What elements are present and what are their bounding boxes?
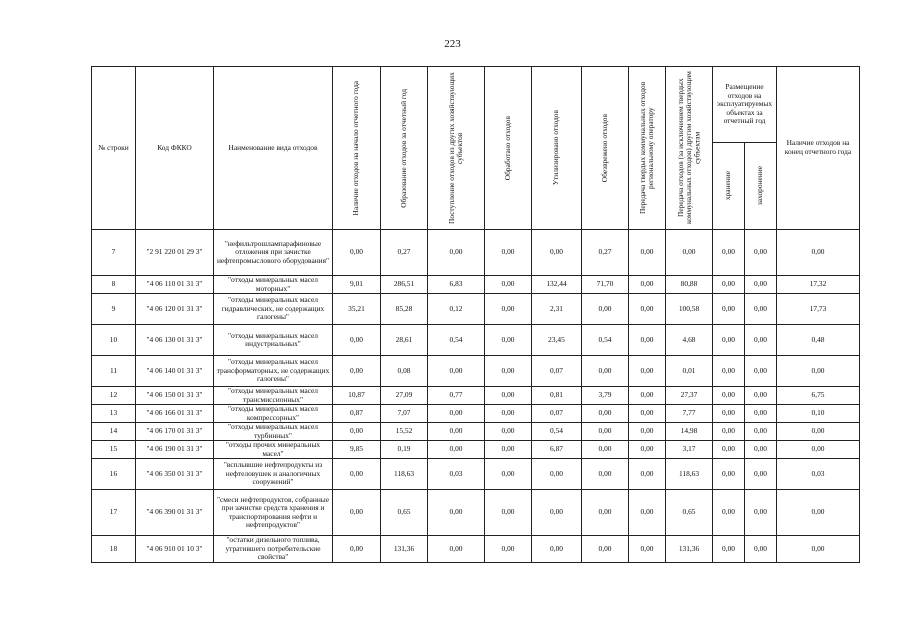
fkko-code-cell: "4 06 120 01 31 3" (136, 294, 214, 325)
header-start-balance: Наличие отходов на начало отчетного года (333, 67, 381, 230)
header-processed: Обработано отходов (485, 67, 532, 230)
table-row (92, 405, 860, 423)
header-placement: Размещение отходов на эксплуатируемых объектах за отчетный год (713, 67, 777, 143)
waste-name-cell: "всплывшие нефтепродукты из нефтеловушек и аналогичных сооружений" (214, 459, 333, 490)
fkko-code-cell: "4 06 150 01 31 3" (136, 387, 214, 405)
value-cell: 0,00 (713, 325, 745, 356)
row-number-cell: 16 (92, 459, 136, 490)
value-cell: 0,00 (629, 423, 666, 441)
value-cell: 0,00 (777, 230, 860, 276)
value-cell: 0,00 (532, 490, 582, 536)
value-cell: 0,00 (713, 441, 745, 459)
waste-name-cell: "отходы минеральных масел компрессорных" (214, 405, 333, 423)
value-cell: 100,58 (666, 294, 713, 325)
value-cell: 0,00 (745, 356, 777, 387)
value-cell: 0,00 (629, 405, 666, 423)
table-row (92, 490, 860, 536)
waste-name-cell: "смеси нефтепродуктов, собранные при зачистке средств хранения и транспортирования нефти и нефтепродуктов" (214, 490, 333, 536)
row-number-cell: 9 (92, 294, 136, 325)
value-cell: 0,00 (777, 356, 860, 387)
row-number-cell: 15 (92, 441, 136, 459)
value-cell: 0,00 (333, 230, 381, 276)
value-cell: 0,00 (666, 230, 713, 276)
fkko-code-cell: "4 06 130 01 31 3" (136, 325, 214, 356)
value-cell: 132,44 (532, 276, 582, 294)
value-cell: 0,00 (485, 536, 532, 563)
value-cell: 6,87 (532, 441, 582, 459)
value-cell: 0,00 (629, 459, 666, 490)
value-cell: 0,00 (629, 490, 666, 536)
row-number-cell: 11 (92, 356, 136, 387)
value-cell: 17,32 (777, 276, 860, 294)
value-cell: 0,65 (381, 490, 428, 536)
value-cell: 3,17 (666, 441, 713, 459)
value-cell: 0,00 (428, 423, 485, 441)
value-cell: 0,00 (582, 356, 629, 387)
value-cell: 0,00 (745, 441, 777, 459)
value-cell: 7,07 (381, 405, 428, 423)
value-cell: 0,00 (629, 536, 666, 563)
value-cell: 15,52 (381, 423, 428, 441)
value-cell: 0,00 (777, 536, 860, 563)
value-cell: 0,00 (629, 387, 666, 405)
value-cell: 0,00 (713, 276, 745, 294)
row-number-cell: 8 (92, 276, 136, 294)
waste-name-cell: "отходы минеральных масел турбинных" (214, 423, 333, 441)
header-to-regional-operator: Передача твердых коммунальных отходов региональному оператору (629, 67, 666, 230)
waste-name-cell: "отходы минеральных масел моторных" (214, 276, 333, 294)
value-cell: 0,81 (532, 387, 582, 405)
fkko-code-cell: "4 06 350 01 31 3" (136, 459, 214, 490)
header-row-no: № строки (92, 67, 136, 230)
value-cell: 0,00 (582, 294, 629, 325)
value-cell: 0,08 (381, 356, 428, 387)
value-cell: 0,03 (428, 459, 485, 490)
value-cell: 0,00 (333, 325, 381, 356)
row-number-cell: 14 (92, 423, 136, 441)
fkko-code-cell: "4 06 166 01 31 3" (136, 405, 214, 423)
fkko-code-cell: "2 91 220 01 29 3" (136, 230, 214, 276)
header-fkko: Код ФККО (136, 67, 214, 230)
value-cell: 0,00 (713, 490, 745, 536)
value-cell: 0,07 (532, 356, 582, 387)
value-cell: 0,00 (745, 294, 777, 325)
table-body (92, 230, 860, 563)
page-number: 223 (444, 38, 461, 50)
value-cell: 0,00 (713, 387, 745, 405)
value-cell: 17,73 (777, 294, 860, 325)
value-cell: 0,00 (485, 387, 532, 405)
value-cell: 27,09 (381, 387, 428, 405)
value-cell: 0,00 (745, 536, 777, 563)
value-cell: 4,68 (666, 325, 713, 356)
header-storage: хранение (713, 143, 745, 230)
row-number-cell: 13 (92, 405, 136, 423)
value-cell: 14,98 (666, 423, 713, 441)
value-cell: 0,27 (381, 230, 428, 276)
table-row (92, 387, 860, 405)
value-cell: 0,00 (485, 276, 532, 294)
table-row (92, 441, 860, 459)
value-cell: 0,00 (629, 325, 666, 356)
header-to-others: Передача отходов (за исключением твердых коммунальных отходов) другим хозяйствующим субъектам (666, 67, 713, 230)
fkko-code-cell: "4 06 390 01 31 3" (136, 490, 214, 536)
value-cell: 0,54 (428, 325, 485, 356)
value-cell: 0,10 (777, 405, 860, 423)
fkko-code-cell: "4 06 170 01 31 3" (136, 423, 214, 441)
value-cell: 0,00 (428, 230, 485, 276)
value-cell: 0,00 (532, 459, 582, 490)
value-cell: 0,00 (582, 423, 629, 441)
table-row (92, 356, 860, 387)
waste-name-cell: "отходы минеральных масел индустриальных" (214, 325, 333, 356)
value-cell: 0,00 (485, 441, 532, 459)
fkko-code-cell: "4 06 910 01 10 3" (136, 536, 214, 563)
value-cell: 80,88 (666, 276, 713, 294)
value-cell: 0,00 (713, 294, 745, 325)
header-name: Наименование вида отходов (214, 67, 333, 230)
value-cell: 0,00 (582, 405, 629, 423)
row-number-cell: 7 (92, 230, 136, 276)
value-cell: 0,00 (629, 230, 666, 276)
value-cell: 0,00 (629, 294, 666, 325)
value-cell: 0,00 (629, 441, 666, 459)
header-formed: Образование отходов за отчетный год (381, 67, 428, 230)
value-cell: 0,12 (428, 294, 485, 325)
table-row (92, 230, 860, 276)
value-cell: 35,21 (333, 294, 381, 325)
value-cell: 0,87 (333, 405, 381, 423)
table-row (92, 536, 860, 563)
value-cell: 118,63 (381, 459, 428, 490)
header-utilized: Утилизировано отходов (532, 67, 582, 230)
value-cell: 0,00 (333, 356, 381, 387)
value-cell: 0,00 (745, 230, 777, 276)
value-cell: 0,00 (713, 230, 745, 276)
value-cell: 0,00 (777, 490, 860, 536)
value-cell: 0,65 (666, 490, 713, 536)
value-cell: 0,00 (713, 405, 745, 423)
header-received: Поступление отходов из других хозяйствующих субъектов (428, 67, 485, 230)
header-neutralized: Обезврежено отходов (582, 67, 629, 230)
value-cell: 23,45 (532, 325, 582, 356)
value-cell: 0,00 (582, 441, 629, 459)
waste-name-cell: "отходы минеральных масел гидравлических, не содержащих галогены" (214, 294, 333, 325)
value-cell: 0,00 (428, 536, 485, 563)
value-cell: 6,83 (428, 276, 485, 294)
row-number-cell: 10 (92, 325, 136, 356)
waste-name-cell: "остатки дизельного топлива, утратившего потребительские свойства" (214, 536, 333, 563)
value-cell: 0,00 (582, 459, 629, 490)
value-cell: 6,75 (777, 387, 860, 405)
value-cell: 27,37 (666, 387, 713, 405)
value-cell: 0,00 (428, 405, 485, 423)
value-cell: 0,00 (428, 490, 485, 536)
table-row (92, 459, 860, 490)
row-number-cell: 18 (92, 536, 136, 563)
value-cell: 0,00 (333, 423, 381, 441)
value-cell: 0,00 (582, 536, 629, 563)
fkko-code-cell: "4 06 110 01 31 3" (136, 276, 214, 294)
value-cell: 9,85 (333, 441, 381, 459)
waste-table (91, 66, 860, 563)
value-cell: 0,48 (777, 325, 860, 356)
value-cell: 0,00 (485, 490, 532, 536)
table-row (92, 276, 860, 294)
value-cell: 0,00 (485, 294, 532, 325)
value-cell: 0,00 (333, 459, 381, 490)
value-cell: 118,63 (666, 459, 713, 490)
value-cell: 0,00 (428, 441, 485, 459)
value-cell: 0,00 (485, 423, 532, 441)
waste-name-cell: "отходы минеральных масел трансмиссионных" (214, 387, 333, 405)
header-end-balance: Наличие отходов на конец отчетного года (777, 67, 860, 230)
value-cell: 131,36 (381, 536, 428, 563)
value-cell: 0,00 (745, 423, 777, 441)
value-cell: 0,00 (713, 356, 745, 387)
value-cell: 0,00 (745, 459, 777, 490)
table-row (92, 325, 860, 356)
value-cell: 7,77 (666, 405, 713, 423)
value-cell: 0,00 (485, 356, 532, 387)
value-cell: 0,00 (532, 230, 582, 276)
fkko-code-cell: "4 06 190 01 31 3" (136, 441, 214, 459)
value-cell: 2,31 (532, 294, 582, 325)
value-cell: 0,77 (428, 387, 485, 405)
value-cell: 0,00 (428, 356, 485, 387)
value-cell: 0,00 (629, 276, 666, 294)
value-cell: 0,27 (582, 230, 629, 276)
value-cell: 0,19 (381, 441, 428, 459)
value-cell: 0,54 (582, 325, 629, 356)
row-number-cell: 17 (92, 490, 136, 536)
row-number-cell: 12 (92, 387, 136, 405)
value-cell: 85,28 (381, 294, 428, 325)
value-cell: 28,61 (381, 325, 428, 356)
value-cell: 9,01 (333, 276, 381, 294)
value-cell: 71,70 (582, 276, 629, 294)
value-cell: 0,01 (666, 356, 713, 387)
waste-name-cell: "отходы минеральных масел трансформаторных, не содержащих галогены" (214, 356, 333, 387)
value-cell: 0,00 (745, 276, 777, 294)
value-cell: 3,79 (582, 387, 629, 405)
value-cell: 0,00 (777, 423, 860, 441)
value-cell: 0,00 (485, 459, 532, 490)
waste-name-cell: "отходы прочих минеральных масел" (214, 441, 333, 459)
value-cell: 0,03 (777, 459, 860, 490)
table-row (92, 423, 860, 441)
value-cell: 0,00 (629, 356, 666, 387)
value-cell: 286,51 (381, 276, 428, 294)
value-cell: 0,00 (485, 405, 532, 423)
value-cell: 0,07 (532, 405, 582, 423)
value-cell: 131,36 (666, 536, 713, 563)
value-cell: 0,00 (333, 490, 381, 536)
value-cell: 10,87 (333, 387, 381, 405)
value-cell: 0,00 (713, 423, 745, 441)
value-cell: 0,00 (333, 536, 381, 563)
value-cell: 0,00 (745, 405, 777, 423)
header-row-1 (92, 67, 860, 143)
value-cell: 0,00 (532, 536, 582, 563)
value-cell: 0,00 (777, 441, 860, 459)
value-cell: 0,00 (713, 459, 745, 490)
waste-name-cell: "нефильтрошлампарафиновые отложения при зачистке нефтепромыслового оборудования" (214, 230, 333, 276)
value-cell: 0,00 (745, 490, 777, 536)
table-row (92, 294, 860, 325)
value-cell: 0,00 (485, 325, 532, 356)
value-cell: 0,00 (745, 387, 777, 405)
value-cell: 0,00 (745, 325, 777, 356)
value-cell: 0,00 (582, 490, 629, 536)
value-cell: 0,00 (485, 230, 532, 276)
value-cell: 0,00 (713, 536, 745, 563)
fkko-code-cell: "4 06 140 01 31 3" (136, 356, 214, 387)
header-burial: захоронение (745, 143, 777, 230)
value-cell: 0,54 (532, 423, 582, 441)
